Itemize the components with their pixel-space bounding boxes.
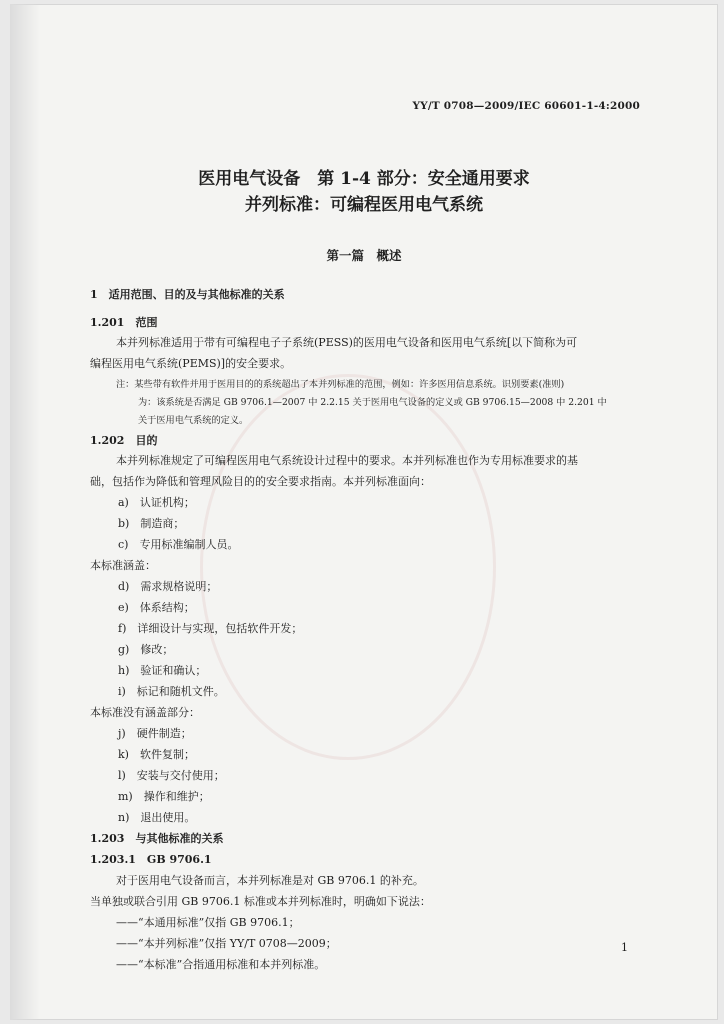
paragraph-line: 础，包括作为降低和管理风险目的的安全要求指南。本并列标准面向： [90,475,431,488]
list-item: a) 认证机构； [118,496,195,509]
section-heading: 1.203 与其他标准的关系 [90,832,224,845]
paragraph-line: 本标准涵盖： [90,559,156,572]
paragraph-line: 本并列标准规定了可编程医用电气系统设计过程中的要求。本并列标准也作为专用标准要求的基 [116,454,578,467]
paragraph-line: 当单独或联合引用 GB 9706.1 标准或本并列标准时，明确如下说法： [90,895,431,908]
dash-item: ——“本标准”合指通用标准和本并列标准。 [116,958,326,971]
paragraph-line: 本并列标准适用于带有可编程电子子系统(PESS)的医用电气设备和医用电气系统[以下简称为可 [116,336,578,349]
section-heading: 1.202 目的 [90,434,158,447]
list-item: h) 验证和确认； [118,664,207,677]
list-item: d) 需求规格说明； [118,580,218,593]
list-item: g) 修改； [118,643,174,656]
document-title-line2: 并列标准：可编程医用电气系统 [245,195,483,215]
paragraph-line: 对于医用电气设备而言，本并列标准是对 GB 9706.1 的补充。 [116,874,424,887]
document-title-line1: 医用电气设备 第 1-4 部分：安全通用要求 [198,169,530,189]
list-item: k) 软件复制； [118,748,195,761]
paragraph-line: 本标准没有涵盖部分： [90,706,200,719]
list-item: b) 制造商； [118,517,185,530]
part-title: 第一篇 概述 [326,248,402,263]
section-heading: 1.203.1 GB 9706.1 [90,853,212,866]
paragraph-line: 编程医用电气系统(PEMS)]的安全要求。 [90,357,292,370]
dash-item: ——“本并列标准”仅指 YY/T 0708—2009； [116,937,337,950]
scan-shadow [10,4,40,1020]
list-item: i) 标记和随机文件。 [118,685,225,698]
list-item: f) 详细设计与实现，包括软件开发； [118,622,303,635]
note-line: 关于医用电气系统的定义。 [138,415,249,426]
list-item: e) 体系结构； [118,601,195,614]
list-item: m) 操作和维护； [118,790,210,803]
list-item: n) 退出使用。 [118,811,196,824]
dash-item: ——“本通用标准”仅指 GB 9706.1； [116,916,300,929]
note-line: 为：该系统是否满足 GB 9706.1—2007 中 2.2.15 关于医用电气设备的定义或 GB 9706.15—2008 中 2.201 中 [138,397,607,408]
list-item: c) 专用标准编制人员。 [118,538,239,551]
watermark-stamp [200,374,496,760]
note-line: 注：某些带有软件并用于医用目的的系统超出了本并列标准的范围，例如：许多医用信息系统。识别要素(准则) [116,379,565,390]
standard-code: YY/T 0708—2009/IEC 60601-1-4:2000 [412,100,640,112]
list-item: j) 硬件制造； [118,727,192,740]
list-item: l) 安装与交付使用； [118,769,225,782]
page-number: 1 [621,941,628,954]
section-heading: 1.201 范围 [90,316,158,329]
document-page [10,4,718,1020]
section-heading: 1 适用范围、目的及与其他标准的关系 [90,288,285,301]
